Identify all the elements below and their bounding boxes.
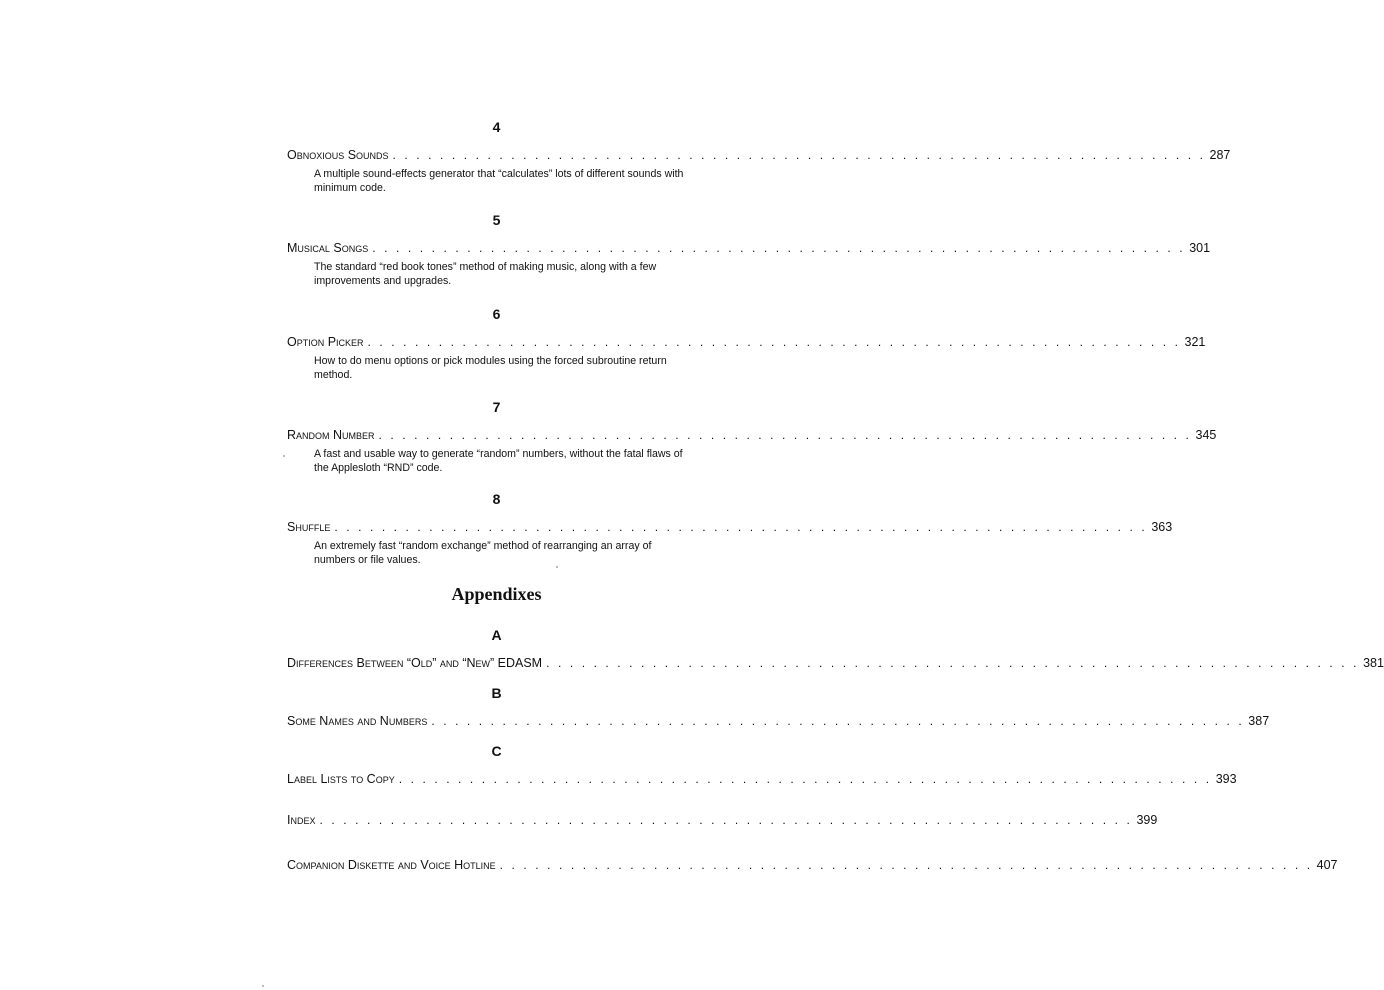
appendix-b — [287, 684, 1270, 729]
entry-description: A multiple sound-effects generator that “calculates” lots of different sounds with minimum code. — [314, 168, 684, 194]
scan-speck — [556, 566, 558, 568]
toc-entry[interactable] — [287, 334, 1206, 350]
page-number: 363 — [1151, 520, 1173, 534]
entry-title: Obnoxious Sounds — [287, 148, 389, 162]
page-number: 345 — [1195, 428, 1217, 442]
toc-entry[interactable] — [287, 655, 1384, 671]
page-number: 381 — [1363, 656, 1384, 670]
dot-leader: . . . . . . . . . . . . . . . . . . . . . . . . . . . . . . . . . . . . . . . . . . . . . . . . . . . . . . . . . . . . . . . . . . . . . — [546, 656, 1360, 670]
appendix-letter: C — [491, 743, 502, 759]
dot-leader: . . . . . . . . . . . . . . . . . . . . . . . . . . . . . . . . . . . . . . . . . . . . . . . . . . . . . . . . . . . . . . . . . . . . . — [319, 813, 1133, 827]
entry-title: Random Number — [287, 428, 375, 442]
appendix-c — [287, 742, 1237, 787]
chapter-number: 8 — [492, 491, 501, 507]
index-entry-section — [287, 812, 1158, 828]
page-number: 393 — [1215, 772, 1237, 786]
dot-leader: . . . . . . . . . . . . . . . . . . . . . . . . . . . . . . . . . . . . . . . . . . . . . . . . . . . . . . . . . . . . . . . . . . . . . — [378, 428, 1192, 442]
dot-leader: . . . . . . . . . . . . . . . . . . . . . . . . . . . . . . . . . . . . . . . . . . . . . . . . . . . . . . . . . . . . . . . . . . . . . — [367, 335, 1181, 349]
toc-entry[interactable] — [287, 147, 1231, 163]
appendix-letter: A — [491, 627, 502, 643]
entry-description: The standard “red book tones” method of making music, along with a few improvements and upgrades. — [314, 261, 657, 287]
page-number: 301 — [1189, 241, 1211, 255]
toc-entry[interactable] — [287, 812, 1158, 828]
page-number: 287 — [1209, 148, 1231, 162]
scan-speck — [283, 455, 285, 457]
chapter-5 — [287, 211, 1211, 288]
chapter-7 — [287, 398, 1217, 475]
dot-leader: . . . . . . . . . . . . . . . . . . . . . . . . . . . . . . . . . . . . . . . . . . . . . . . . . . . . . . . . . . . . . . . . . . . . . — [334, 520, 1148, 534]
appendix-a — [287, 626, 1384, 671]
dot-leader: . . . . . . . . . . . . . . . . . . . . . . . . . . . . . . . . . . . . . . . . . . . . . . . . . . . . . . . . . . . . . . . . . . . . . — [499, 858, 1313, 872]
toc-entry[interactable] — [287, 713, 1270, 729]
appendixes-heading: Appendixes — [451, 584, 542, 604]
dot-leader: . . . . . . . . . . . . . . . . . . . . . . . . . . . . . . . . . . . . . . . . . . . . . . . . . . . . . . . . . . . . . . . . . . . . . — [398, 772, 1212, 786]
dot-leader: . . . . . . . . . . . . . . . . . . . . . . . . . . . . . . . . . . . . . . . . . . . . . . . . . . . . . . . . . . . . . . . . . . . . . — [372, 241, 1186, 255]
chapter-number: 5 — [492, 212, 501, 228]
entry-title: Index — [287, 813, 316, 827]
chapter-number: 4 — [492, 119, 501, 135]
entry-title: Shuffle — [287, 520, 331, 534]
entry-title: Differences Between “Old” and “New” EDASM — [287, 656, 543, 670]
entry-title: Label Lists to Copy — [287, 772, 395, 786]
toc-entry[interactable] — [287, 240, 1211, 256]
toc-entry[interactable] — [287, 771, 1237, 787]
chapter-4 — [287, 118, 1231, 195]
entry-description: An extremely fast “random exchange” method of rearranging an array of numbers or file values. — [314, 540, 652, 566]
page-number: 407 — [1316, 858, 1338, 872]
entry-title: Musical Songs — [287, 241, 369, 255]
entry-title: Option Picker — [287, 335, 364, 349]
appendix-letter: B — [491, 685, 502, 701]
page-number: 387 — [1248, 714, 1270, 728]
companion-diskette-section — [287, 857, 1338, 873]
entry-description: A fast and usable way to generate “random” numbers, without the fatal flaws of the Applesloth “RND” code. — [314, 448, 683, 474]
page-number: 321 — [1184, 335, 1206, 349]
chapter-number: 7 — [492, 399, 501, 415]
entry-title: Companion Diskette and Voice Hotline — [287, 858, 496, 872]
chapter-8 — [287, 490, 1173, 567]
chapter-number: 6 — [492, 306, 501, 322]
entry-description: How to do menu options or pick modules using the forced subroutine return method. — [314, 355, 667, 381]
scan-speck — [262, 985, 264, 987]
entry-title: Some Names and Numbers — [287, 714, 428, 728]
dot-leader: . . . . . . . . . . . . . . . . . . . . . . . . . . . . . . . . . . . . . . . . . . . . . . . . . . . . . . . . . . . . . . . . . . . . . — [392, 148, 1206, 162]
toc-entry[interactable] — [287, 427, 1217, 443]
toc-entry[interactable] — [287, 519, 1173, 535]
toc-entry[interactable] — [287, 857, 1338, 873]
page-number: 399 — [1136, 813, 1158, 827]
dot-leader: . . . . . . . . . . . . . . . . . . . . . . . . . . . . . . . . . . . . . . . . . . . . . . . . . . . . . . . . . . . . . . . . . . . . . — [431, 714, 1245, 728]
chapter-6 — [287, 305, 1206, 382]
